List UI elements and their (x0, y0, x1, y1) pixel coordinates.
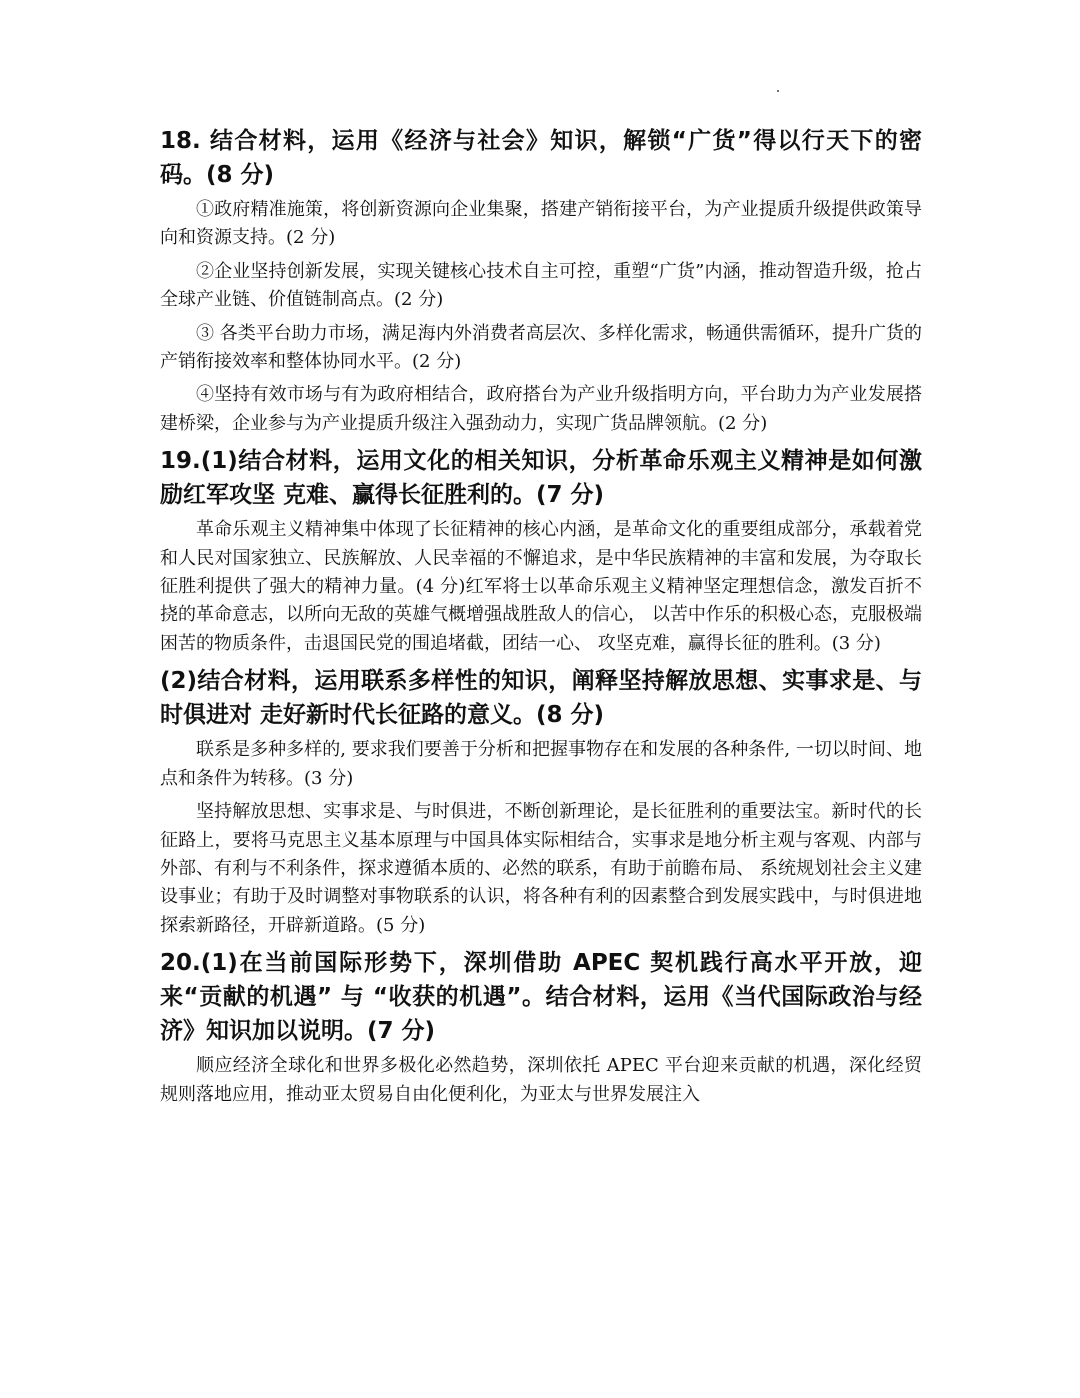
question-20-1-section (160, 946, 922, 1109)
answer-paragraph: ②企业坚持创新发展，实现关键核心技术自主可控，重塑“广货”内涵，推动智造升级，抢占全球产业链、价值链制高点。(2 分) (160, 260, 922, 311)
question-18-section (160, 124, 922, 438)
answer-paragraph: ③ 各类平台助力市场，满足海内外消费者高层次、多样化需求，畅通供需循环，提升广货的产销衔接效率和整体协同水平。(2 分) (160, 322, 922, 373)
question-19-1-title: 19.(1)结合材料，运用文化的相关知识，分析革命乐观主义精神是如何激励红军攻坚 克难、赢得长征胜利的。(7 分) (160, 448, 922, 509)
answer-paragraph: 坚持解放思想、实事求是、与时俱进，不断创新理论，是长征胜利的重要法宝。新时代的长征路上，要将马克思主义基本原理与中国具体实际相结合，实事求是地分析主观与客观、内部与外部、有利与不利条件，探求遵循本质的、必然的联系，有助于前瞻布局、 系统规划社会主义建设事业；有助于及时调整对事物联系的认识，将各种有利的因素整合到发展实践中，与时俱进地探索新路径，开辟新道路。(5 分) (160, 801, 922, 936)
answer-paragraph: 顺应经济全球化和世界多极化必然趋势，深圳依托 APEC 平台迎来贡献的机遇，深化经贸规则落地应用，推动亚太贸易自由化便利化，为亚太与世界发展注入 (160, 1055, 922, 1105)
answer-paragraph: ①政府精准施策，将创新资源向企业集聚，搭建产销衔接平台，为产业提质升级提供政策导向和资源支持。(2 分) (160, 199, 922, 249)
question-19-2-title: (2)结合材料，运用联系多样性的知识，阐释坚持解放思想、实事求是、与时俱进对 走好新时代长征路的意义。(8 分) (160, 668, 922, 729)
answer-paragraph: 革命乐观主义精神集中体现了长征精神的核心内涵，是革命文化的重要组成部分，承载着党和人民对国家独立、民族解放、人民幸福的不懈追求，是中华民族精神的丰富和发展，为夺取长征胜利提供了强大的精神力量。(4 分)红军将士以革命乐观主义精神坚定理想信念，激发百折不挠的革命意志，以所向无敌的英雄气概增强战胜敌人的信心， 以苦中作乐的积极心态，克服极端困苦的物质条件，击退国民党的围追堵截，团结一心、 攻坚克难，赢得长征的胜利。(3 分) (160, 519, 922, 654)
question-19-1-section (160, 444, 922, 658)
question-19-2-section (160, 664, 922, 940)
question-20-1-title: 20.(1)在当前国际形势下，深圳借助 APEC 契机践行高水平开放，迎来“贡献的机遇” 与 “收获的机遇”。结合材料，运用《当代国际政治与经济》知识加以说明。(7 分) (160, 950, 922, 1045)
question-18-title: 18. 结合材料，运用《经济与社会》知识，解锁“广货”得以行天下的密码。(8 分) (160, 128, 922, 188)
answer-paragraph: 联系是多种多样的, 要求我们要善于分析和把握事物存在和发展的各种条件, 一切以时间、地点和条件为转移。(3 分) (160, 739, 922, 789)
answer-document (160, 118, 922, 1114)
scan-speck (777, 90, 779, 92)
answer-paragraph: ④坚持有效市场与有为政府相结合，政府搭台为产业升级指明方向，平台助力为产业发展搭建桥梁，企业参与为产业提质升级注入强劲动力，实现广货品牌领航。(2 分) (160, 384, 922, 434)
